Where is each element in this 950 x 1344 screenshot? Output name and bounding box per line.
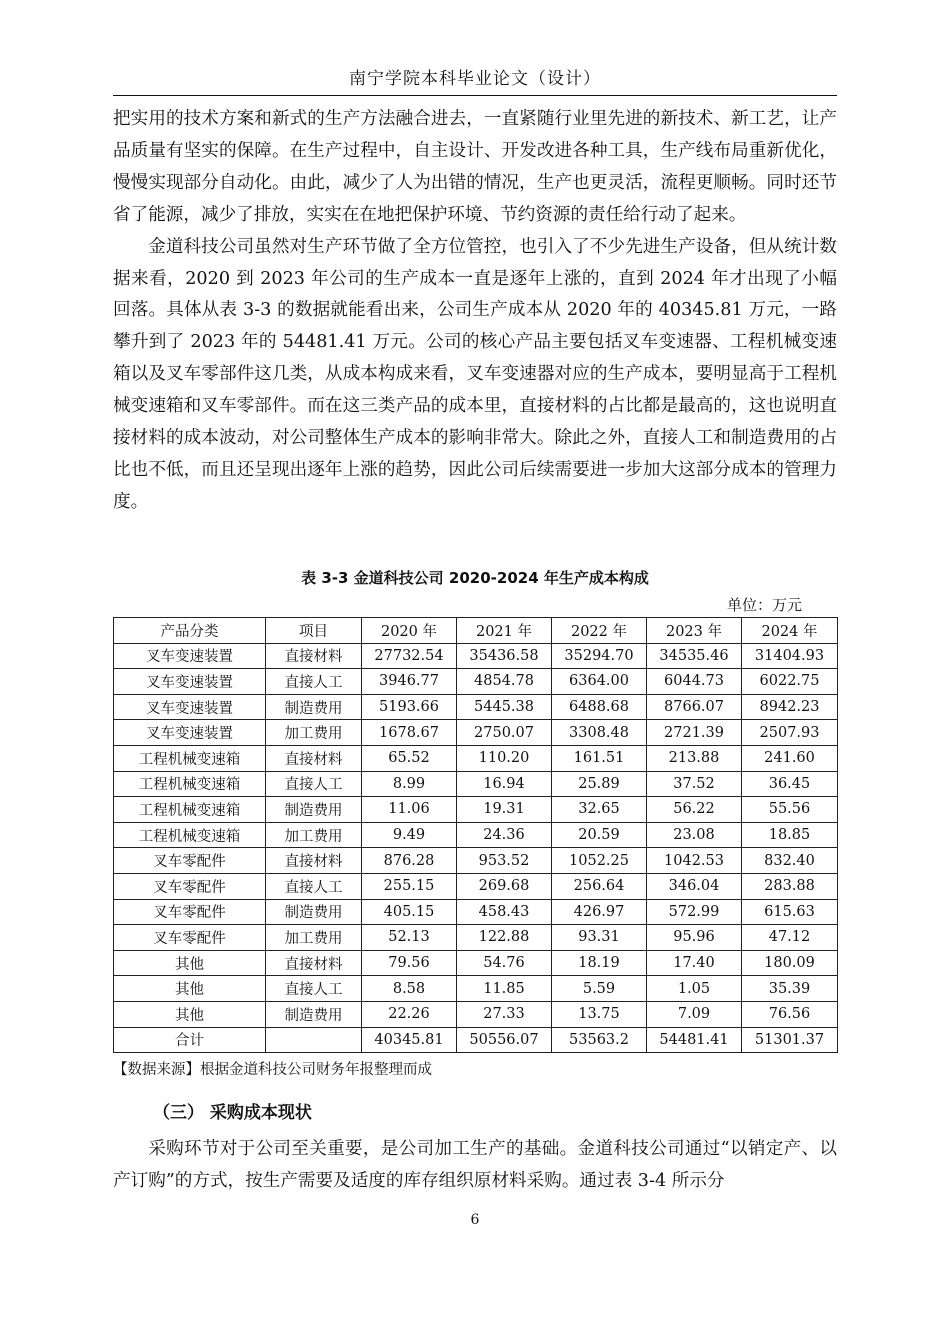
table-row bbox=[114, 950, 838, 976]
table-row bbox=[114, 720, 838, 746]
table-cell: 直接人工 bbox=[266, 976, 362, 1002]
table-cell: 叉车零配件 bbox=[114, 873, 266, 899]
table-cell: 95.96 bbox=[647, 925, 742, 951]
table-cell: 36.45 bbox=[742, 771, 838, 797]
table-cell: 直接材料 bbox=[266, 950, 362, 976]
table-cell: 876.28 bbox=[362, 848, 457, 874]
paragraph-1: 把实用的技术方案和新式的生产方法融合进去，一直紧随行业里先进的新技术、新工艺，让产品质量有坚实的保障。在生产过程中，自主设计、开发改进各种工具，生产线布局重新优化，慢慢实现部分自动化。由此，减少了人为出错的情况，生产也更灵活，流程更顺畅。同时还节省了能源，减少了排放，实实在在地把保护环境、节约资源的责任给行动了起来。 bbox=[113, 109, 837, 225]
table-cell: 24.36 bbox=[457, 822, 552, 848]
column-header: 2020 年 bbox=[362, 618, 457, 644]
table-cell: 1042.53 bbox=[647, 848, 742, 874]
running-header: 南宁学院本科毕业论文（设计） bbox=[349, 69, 601, 89]
table-cell: 51301.37 bbox=[742, 1027, 838, 1053]
table-cell: 11.85 bbox=[457, 976, 552, 1002]
table-row bbox=[114, 1027, 838, 1053]
table-row bbox=[114, 822, 838, 848]
header-rule bbox=[113, 95, 837, 96]
table-cell: 2507.93 bbox=[742, 720, 838, 746]
table-cell: 35436.58 bbox=[457, 643, 552, 669]
table-cell: 93.31 bbox=[552, 925, 647, 951]
table-cell: 76.56 bbox=[742, 1001, 838, 1027]
table-cell: 直接人工 bbox=[266, 771, 362, 797]
table-cell: 工程机械变速箱 bbox=[114, 771, 266, 797]
cost-table-body bbox=[114, 618, 838, 1053]
table-cell: 其他 bbox=[114, 976, 266, 1002]
column-header: 2021 年 bbox=[457, 618, 552, 644]
table-cell: 5445.38 bbox=[457, 694, 552, 720]
table-cell: 合计 bbox=[114, 1027, 266, 1053]
table-row bbox=[114, 1001, 838, 1027]
section-heading: （三） 采购成本现状 bbox=[153, 1103, 312, 1123]
table-cell: 283.88 bbox=[742, 873, 838, 899]
table-cell: 制造费用 bbox=[266, 797, 362, 823]
table-cell: 19.31 bbox=[457, 797, 552, 823]
table-cell: 5.59 bbox=[552, 976, 647, 1002]
paragraph-3: 采购环节对于公司至关重要，是公司加工生产的基础。金道科技公司通过“以销定产、以产订购”的方式，按生产需要及适度的库存组织原材料采购。通过表 3-4 所示分 bbox=[113, 1139, 837, 1191]
table-cell: 20.59 bbox=[552, 822, 647, 848]
table-row bbox=[114, 694, 838, 720]
table-cell: 4854.78 bbox=[457, 669, 552, 695]
table-row bbox=[114, 925, 838, 951]
table-cell: 直接材料 bbox=[266, 745, 362, 771]
table-cell: 53563.2 bbox=[552, 1027, 647, 1053]
table-cell: 241.60 bbox=[742, 745, 838, 771]
table-cell: 37.52 bbox=[647, 771, 742, 797]
table-cell: 56.22 bbox=[647, 797, 742, 823]
table-cell: 161.51 bbox=[552, 745, 647, 771]
table-row bbox=[114, 745, 838, 771]
table-cell: 11.06 bbox=[362, 797, 457, 823]
table-cell: 17.40 bbox=[647, 950, 742, 976]
table-caption: 表 3-3 金道科技公司 2020-2024 年生产成本构成 bbox=[301, 569, 649, 587]
table-cell: 加工费用 bbox=[266, 925, 362, 951]
table-cell: 制造费用 bbox=[266, 899, 362, 925]
table-cell: 加工费用 bbox=[266, 822, 362, 848]
body-text-2 bbox=[113, 1134, 837, 1198]
table-cell: 制造费用 bbox=[266, 1001, 362, 1027]
page-number: 6 bbox=[470, 1212, 480, 1228]
table-cell: 3308.48 bbox=[552, 720, 647, 746]
paragraph-2: 金道科技公司虽然对生产环节做了全方位管控，也引入了不少先进生产设备，但从统计数据来看，2020 到 2023 年公司的生产成本一直是逐年上涨的，直到 2024 年才出现了小幅回落。具体从表 3-3 的数据就能看出来，公司生产成本从 2020 年的 40345.81 万元，一路攀升到了 2023 年的 54481.41 万元。公司的核心产品主要包括叉车变速器、工程机械变速箱以及叉车零部件这几类，从成本构成来看，叉车变速器对应的生产成本，要明显高于工程机械变速箱和叉车零部件。而在这三类产品的成本里，直接材料的占比都是最高的，这也说明直接材料的成本波动，对公司整体生产成本的影响非常大。除此之外，直接人工和制造费用的占比也不低，而且还呈现出逐年上涨的趋势，因此公司后续需要进一步加大这部分成本的管理力度。 bbox=[113, 236, 837, 512]
table-unit: 单位：万元 bbox=[726, 596, 802, 614]
table-cell: 50556.07 bbox=[457, 1027, 552, 1053]
table-cell: 叉车变速装置 bbox=[114, 669, 266, 695]
table-cell: 叉车变速装置 bbox=[114, 720, 266, 746]
table-cell: 其他 bbox=[114, 950, 266, 976]
table-cell: 34535.46 bbox=[647, 643, 742, 669]
table-cell: 255.15 bbox=[362, 873, 457, 899]
data-source-note: 【数据来源】根据金道科技公司财务年报整理而成 bbox=[113, 1062, 432, 1078]
table-cell: 1052.25 bbox=[552, 848, 647, 874]
table-cell: 1.05 bbox=[647, 976, 742, 1002]
table-cell: 572.99 bbox=[647, 899, 742, 925]
table-cell: 18.85 bbox=[742, 822, 838, 848]
table-cell: 1678.67 bbox=[362, 720, 457, 746]
table-cell: 制造费用 bbox=[266, 694, 362, 720]
table-cell: 18.19 bbox=[552, 950, 647, 976]
table-cell: 5193.66 bbox=[362, 694, 457, 720]
table-cell: 叉车零配件 bbox=[114, 899, 266, 925]
table-cell: 32.65 bbox=[552, 797, 647, 823]
column-header: 2023 年 bbox=[647, 618, 742, 644]
table-cell: 叉车变速装置 bbox=[114, 643, 266, 669]
table-row bbox=[114, 797, 838, 823]
table-cell: 35294.70 bbox=[552, 643, 647, 669]
table-cell: 工程机械变速箱 bbox=[114, 745, 266, 771]
column-header: 产品分类 bbox=[114, 618, 266, 644]
table-cell: 25.89 bbox=[552, 771, 647, 797]
table-row bbox=[114, 669, 838, 695]
table-cell: 55.56 bbox=[742, 797, 838, 823]
table-row bbox=[114, 899, 838, 925]
table-cell: 405.15 bbox=[362, 899, 457, 925]
table-header-row bbox=[114, 618, 838, 644]
table-cell: 7.09 bbox=[647, 1001, 742, 1027]
table-cell: 6044.73 bbox=[647, 669, 742, 695]
table-cell: 加工费用 bbox=[266, 720, 362, 746]
table-cell: 47.12 bbox=[742, 925, 838, 951]
table-cell: 52.13 bbox=[362, 925, 457, 951]
table-cell: 458.43 bbox=[457, 899, 552, 925]
table-cell: 23.08 bbox=[647, 822, 742, 848]
table-cell: 6364.00 bbox=[552, 669, 647, 695]
table-cell: 6022.75 bbox=[742, 669, 838, 695]
table-cell: 54481.41 bbox=[647, 1027, 742, 1053]
table-cell: 3946.77 bbox=[362, 669, 457, 695]
column-header: 项目 bbox=[266, 618, 362, 644]
table-cell: 工程机械变速箱 bbox=[114, 797, 266, 823]
table-row bbox=[114, 643, 838, 669]
column-header: 2022 年 bbox=[552, 618, 647, 644]
table-cell: 9.49 bbox=[362, 822, 457, 848]
table-cell: 8766.07 bbox=[647, 694, 742, 720]
table-cell: 35.39 bbox=[742, 976, 838, 1002]
table-cell: 工程机械变速箱 bbox=[114, 822, 266, 848]
table-cell: 65.52 bbox=[362, 745, 457, 771]
table-row bbox=[114, 976, 838, 1002]
table-cell: 615.63 bbox=[742, 899, 838, 925]
table-cell: 直接材料 bbox=[266, 643, 362, 669]
table-cell: 180.09 bbox=[742, 950, 838, 976]
table-cell: 31404.93 bbox=[742, 643, 838, 669]
table-cell: 832.40 bbox=[742, 848, 838, 874]
table-cell: 直接材料 bbox=[266, 848, 362, 874]
table-cell: 8942.23 bbox=[742, 694, 838, 720]
table-cell: 16.94 bbox=[457, 771, 552, 797]
column-header: 2024 年 bbox=[742, 618, 838, 644]
table-cell: 6488.68 bbox=[552, 694, 647, 720]
table-cell: 54.76 bbox=[457, 950, 552, 976]
table-cell: 346.04 bbox=[647, 873, 742, 899]
table-cell: 叉车零配件 bbox=[114, 848, 266, 874]
table-cell: 40345.81 bbox=[362, 1027, 457, 1053]
table-cell: 256.64 bbox=[552, 873, 647, 899]
table-cell: 叉车变速装置 bbox=[114, 694, 266, 720]
body-text bbox=[113, 104, 837, 519]
table-cell: 2721.39 bbox=[647, 720, 742, 746]
table-cell bbox=[266, 1027, 362, 1053]
cost-table bbox=[113, 617, 838, 1053]
table-cell: 269.68 bbox=[457, 873, 552, 899]
table-cell: 其他 bbox=[114, 1001, 266, 1027]
table-cell: 2750.07 bbox=[457, 720, 552, 746]
table-cell: 27732.54 bbox=[362, 643, 457, 669]
table-row bbox=[114, 873, 838, 899]
table-cell: 8.99 bbox=[362, 771, 457, 797]
table-cell: 122.88 bbox=[457, 925, 552, 951]
table-cell: 79.56 bbox=[362, 950, 457, 976]
table-cell: 22.26 bbox=[362, 1001, 457, 1027]
table-cell: 直接人工 bbox=[266, 873, 362, 899]
table-cell: 叉车零配件 bbox=[114, 925, 266, 951]
table-row bbox=[114, 771, 838, 797]
table-cell: 953.52 bbox=[457, 848, 552, 874]
table-cell: 13.75 bbox=[552, 1001, 647, 1027]
table-row bbox=[114, 848, 838, 874]
table-cell: 213.88 bbox=[647, 745, 742, 771]
table-cell: 426.97 bbox=[552, 899, 647, 925]
table-cell: 27.33 bbox=[457, 1001, 552, 1027]
table-cell: 8.58 bbox=[362, 976, 457, 1002]
table-cell: 直接人工 bbox=[266, 669, 362, 695]
table-cell: 110.20 bbox=[457, 745, 552, 771]
